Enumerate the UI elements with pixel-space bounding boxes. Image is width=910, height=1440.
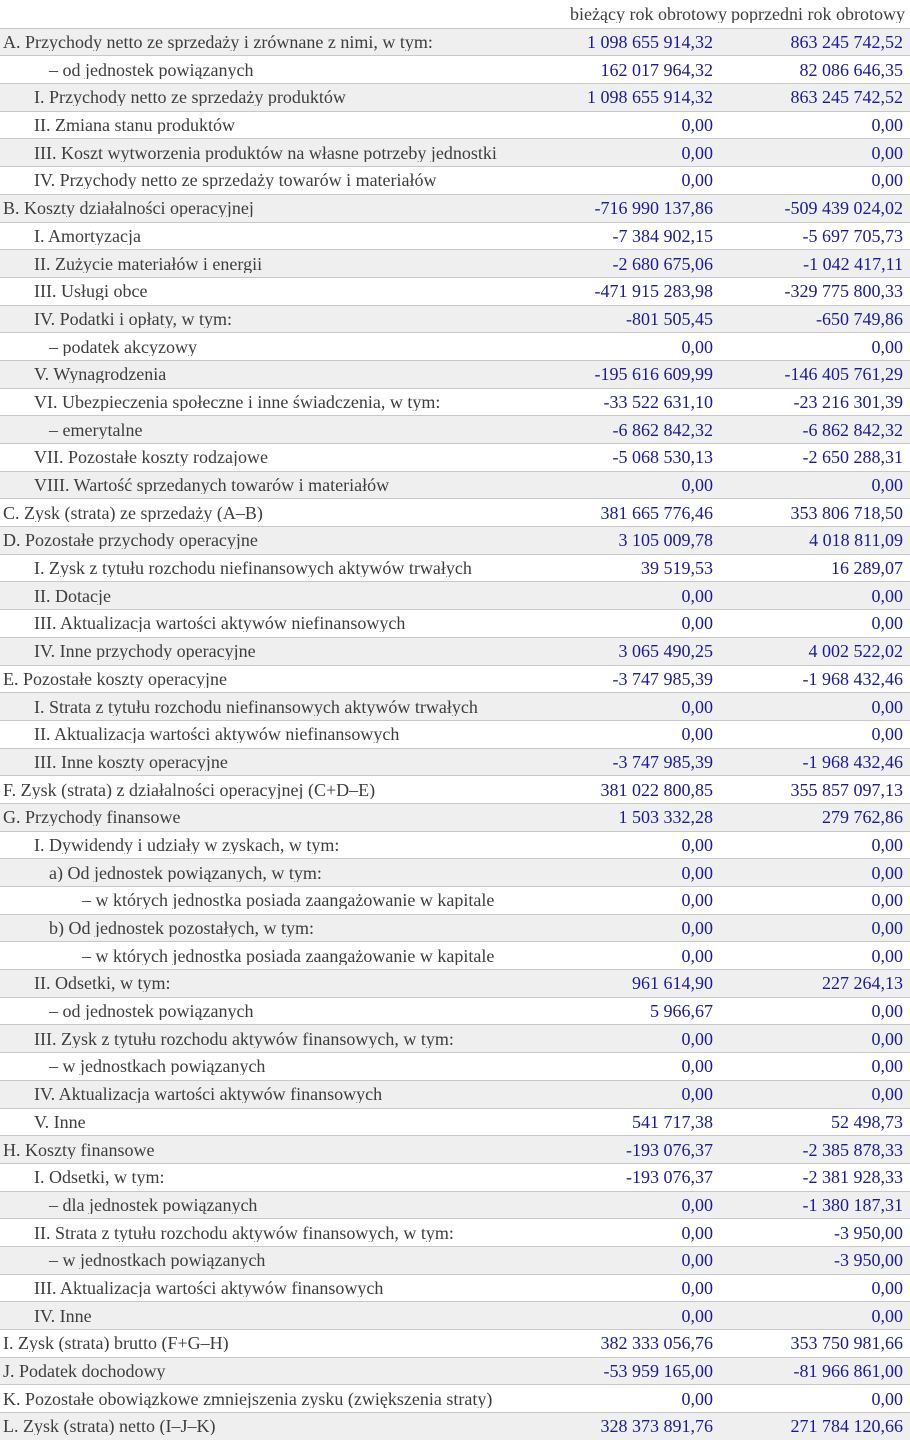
value-previous-year: 0,00 bbox=[871, 725, 903, 744]
value-previous-year: 863 245 742,52 bbox=[790, 88, 903, 107]
value-current-year: 0,00 bbox=[681, 725, 713, 744]
row-label: I. Strata z tytułu rozchodu niefinansowych aktywów trwałych bbox=[34, 697, 478, 716]
value-previous-year: 0,00 bbox=[871, 476, 903, 495]
row-label: VII. Pozostałe koszty rodzajowe bbox=[34, 448, 268, 467]
value-current-year: -3 747 985,39 bbox=[612, 669, 713, 688]
row-label: – w jednostkach powiązanych bbox=[49, 1251, 266, 1270]
row-label: E. Pozostałe koszty operacyjne bbox=[3, 669, 227, 688]
row-label: V. Inne bbox=[34, 1112, 86, 1131]
row-label: – w których jednostka posiada zaangażowanie w kapitale bbox=[82, 946, 495, 965]
table-row bbox=[0, 665, 910, 693]
value-previous-year: -650 749,86 bbox=[816, 309, 903, 328]
value-current-year: 382 333 056,76 bbox=[600, 1334, 713, 1353]
column-header-current-year: bieżący rok obrotowy bbox=[570, 4, 727, 23]
value-current-year: -3 747 985,39 bbox=[612, 752, 713, 771]
value-previous-year: -3 950,00 bbox=[834, 1251, 903, 1270]
table-row bbox=[0, 1218, 910, 1246]
row-label: II. Aktualizacja wartości aktywów niefinansowych bbox=[34, 725, 400, 744]
table-row bbox=[0, 831, 910, 859]
value-current-year: 0,00 bbox=[681, 1251, 713, 1270]
row-label: – podatek akcyzowy bbox=[49, 337, 197, 356]
row-label: III. Zysk z tytułu rozchodu aktywów finansowych, w tym: bbox=[34, 1029, 454, 1048]
table-row bbox=[0, 720, 910, 748]
value-previous-year: -2 650 288,31 bbox=[802, 448, 903, 467]
value-current-year: 3 105 009,78 bbox=[618, 531, 713, 550]
value-current-year: -193 076,37 bbox=[626, 1140, 713, 1159]
value-current-year: -195 616 609,99 bbox=[594, 365, 713, 384]
value-previous-year: 0,00 bbox=[871, 614, 903, 633]
table-row bbox=[0, 249, 910, 277]
row-label: H. Koszty finansowe bbox=[3, 1140, 155, 1159]
table-row bbox=[0, 1163, 910, 1191]
value-previous-year: -81 966 861,00 bbox=[793, 1362, 903, 1381]
row-label: II. Strata z tytułu rozchodu aktywów finansowych, w tym: bbox=[34, 1223, 454, 1242]
table-row bbox=[0, 194, 910, 222]
row-label: I. Dywidendy i udziały w zyskach, w tym: bbox=[34, 835, 340, 854]
value-current-year: 0,00 bbox=[681, 1057, 713, 1076]
value-current-year: 0,00 bbox=[681, 835, 713, 854]
value-previous-year: 52 498,73 bbox=[831, 1112, 903, 1131]
value-current-year: 0,00 bbox=[681, 171, 713, 190]
value-previous-year: -2 385 878,33 bbox=[802, 1140, 903, 1159]
value-previous-year: -1 968 432,46 bbox=[802, 669, 903, 688]
value-current-year: -2 680 675,06 bbox=[612, 254, 713, 273]
table-row bbox=[0, 1412, 910, 1440]
table-row bbox=[0, 1052, 910, 1080]
table-row bbox=[0, 1246, 910, 1274]
table-row bbox=[0, 941, 910, 969]
value-previous-year: 16 289,07 bbox=[831, 559, 903, 578]
row-label: a) Od jednostek powiązanych, w tym: bbox=[49, 863, 322, 882]
value-previous-year: -2 381 928,33 bbox=[802, 1168, 903, 1187]
table-row bbox=[0, 1108, 910, 1136]
row-label: III. Aktualizacja wartości aktywów finansowych bbox=[34, 1278, 384, 1297]
row-label: I. Przychody netto ze sprzedaży produktów bbox=[34, 88, 346, 107]
value-current-year: 162 017 964,32 bbox=[600, 60, 713, 79]
value-current-year: 5 966,67 bbox=[650, 1002, 713, 1021]
value-previous-year: 0,00 bbox=[871, 1306, 903, 1325]
row-label: – w jednostkach powiązanych bbox=[49, 1057, 266, 1076]
value-current-year: -801 505,45 bbox=[626, 309, 713, 328]
value-previous-year: -329 775 800,33 bbox=[784, 282, 903, 301]
value-previous-year: -146 405 761,29 bbox=[784, 365, 903, 384]
row-label: I. Zysk (strata) brutto (F+G–H) bbox=[3, 1334, 229, 1353]
table-row bbox=[0, 1191, 910, 1219]
value-current-year: 0,00 bbox=[681, 1029, 713, 1048]
table-row bbox=[0, 803, 910, 831]
value-previous-year: 0,00 bbox=[871, 946, 903, 965]
table-row bbox=[0, 775, 910, 803]
value-previous-year: 0,00 bbox=[871, 143, 903, 162]
table-row bbox=[0, 1301, 910, 1329]
row-label: D. Pozostałe przychody operacyjne bbox=[3, 531, 258, 550]
row-label: IV. Aktualizacja wartości aktywów finansowych bbox=[34, 1085, 383, 1104]
value-current-year: 0,00 bbox=[681, 143, 713, 162]
row-label: – emerytalne bbox=[49, 420, 143, 439]
value-previous-year: 227 264,13 bbox=[822, 974, 903, 993]
table-row bbox=[0, 886, 910, 914]
row-label: III. Inne koszty operacyjne bbox=[34, 752, 228, 771]
value-current-year: 0,00 bbox=[681, 1278, 713, 1297]
value-previous-year: -5 697 705,73 bbox=[802, 226, 903, 245]
value-current-year: 328 373 891,76 bbox=[600, 1417, 713, 1436]
value-current-year: 39 519,53 bbox=[641, 559, 713, 578]
value-previous-year: 0,00 bbox=[871, 1085, 903, 1104]
value-previous-year: -3 950,00 bbox=[834, 1223, 903, 1242]
value-current-year: 961 614,90 bbox=[632, 974, 713, 993]
value-current-year: -193 076,37 bbox=[626, 1168, 713, 1187]
table-row bbox=[0, 1357, 910, 1385]
value-previous-year: 353 806 718,50 bbox=[790, 503, 903, 522]
row-label: III. Koszt wytworzenia produktów na własne potrzeby jednostki bbox=[34, 143, 497, 162]
table-row bbox=[0, 997, 910, 1025]
table-row bbox=[0, 609, 910, 637]
value-current-year: 0,00 bbox=[681, 891, 713, 910]
value-current-year: 0,00 bbox=[681, 1306, 713, 1325]
value-previous-year: -509 439 024,02 bbox=[784, 199, 903, 218]
table-row bbox=[0, 166, 910, 194]
value-current-year: -6 862 842,32 bbox=[612, 420, 713, 439]
value-current-year: 0,00 bbox=[681, 697, 713, 716]
value-current-year: 541 717,38 bbox=[632, 1112, 713, 1131]
row-label: IV. Przychody netto ze sprzedaży towarów i materiałów bbox=[34, 171, 437, 190]
row-label: IV. Inne bbox=[34, 1306, 92, 1325]
value-current-year: 381 022 800,85 bbox=[600, 780, 713, 799]
value-previous-year: 0,00 bbox=[871, 116, 903, 135]
value-current-year: 1 098 655 914,32 bbox=[587, 33, 713, 52]
table-row bbox=[0, 581, 910, 609]
table-row bbox=[0, 692, 910, 720]
value-current-year: 0,00 bbox=[681, 919, 713, 938]
table-row bbox=[0, 858, 910, 886]
value-previous-year: 271 784 120,66 bbox=[790, 1417, 903, 1436]
row-label: III. Aktualizacja wartości aktywów niefinansowych bbox=[34, 614, 406, 633]
table-row bbox=[0, 748, 910, 776]
value-previous-year: -6 862 842,32 bbox=[802, 420, 903, 439]
value-current-year: 0,00 bbox=[681, 863, 713, 882]
table-row bbox=[0, 1135, 910, 1163]
value-current-year: 1 503 332,28 bbox=[618, 808, 713, 827]
table-row bbox=[0, 138, 910, 166]
value-previous-year: 4 002 522,02 bbox=[808, 642, 903, 661]
row-label: VI. Ubezpieczenia społeczne i inne świadczenia, w tym: bbox=[34, 392, 441, 411]
table-row bbox=[0, 969, 910, 997]
row-label: – dla jednostek powiązanych bbox=[49, 1195, 258, 1214]
row-label: J. Podatek dochodowy bbox=[3, 1362, 166, 1381]
row-label: I. Zysk z tytułu rozchodu niefinansowych aktywów trwałych bbox=[34, 559, 472, 578]
value-previous-year: 0,00 bbox=[871, 835, 903, 854]
table-row bbox=[0, 305, 910, 333]
table-row bbox=[0, 222, 910, 250]
value-previous-year: 0,00 bbox=[871, 337, 903, 356]
value-current-year: -7 384 902,15 bbox=[612, 226, 713, 245]
row-label: G. Przychody finansowe bbox=[3, 808, 181, 827]
value-current-year: 381 665 776,46 bbox=[600, 503, 713, 522]
value-current-year: -716 990 137,86 bbox=[594, 199, 713, 218]
table-row bbox=[0, 360, 910, 388]
value-current-year: 0,00 bbox=[681, 614, 713, 633]
value-previous-year: 0,00 bbox=[871, 1029, 903, 1048]
value-current-year: 0,00 bbox=[681, 1223, 713, 1242]
value-previous-year: -1 042 417,11 bbox=[803, 254, 903, 273]
value-previous-year: 863 245 742,52 bbox=[790, 33, 903, 52]
row-label: L. Zysk (strata) netto (I–J–K) bbox=[3, 1417, 216, 1436]
row-label: F. Zysk (strata) z działalności operacyjnej (C+D–E) bbox=[3, 780, 376, 799]
row-label: – od jednostek powiązanych bbox=[49, 60, 254, 79]
table-row bbox=[0, 498, 910, 526]
value-previous-year: 4 018 811,09 bbox=[809, 531, 903, 550]
row-label: – w których jednostka posiada zaangażowanie w kapitale bbox=[82, 891, 495, 910]
row-label: II. Zużycie materiałów i energii bbox=[34, 254, 263, 273]
table-row bbox=[0, 554, 910, 582]
value-current-year: 0,00 bbox=[681, 586, 713, 605]
table-row bbox=[0, 914, 910, 942]
row-label: IV. Podatki i opłaty, w tym: bbox=[34, 309, 232, 328]
column-header-previous-year: poprzedni rok obrotowy bbox=[731, 4, 905, 23]
table-header-row bbox=[0, 0, 910, 28]
table-row bbox=[0, 277, 910, 305]
row-label: b) Od jednostek pozostałych, w tym: bbox=[49, 919, 314, 938]
row-label: – od jednostek powiązanych bbox=[49, 1002, 254, 1021]
table-row bbox=[0, 1274, 910, 1302]
value-previous-year: 0,00 bbox=[871, 919, 903, 938]
row-label: VIII. Wartość sprzedanych towarów i materiałów bbox=[34, 476, 390, 495]
table-row bbox=[0, 332, 910, 360]
table-row bbox=[0, 526, 910, 554]
value-previous-year: -1 968 432,46 bbox=[802, 752, 903, 771]
value-current-year: 0,00 bbox=[681, 337, 713, 356]
row-label: II. Dotacje bbox=[34, 586, 111, 605]
table-row bbox=[0, 388, 910, 416]
value-current-year: 0,00 bbox=[681, 1085, 713, 1104]
value-current-year: 3 065 490,25 bbox=[618, 642, 713, 661]
value-current-year: 0,00 bbox=[681, 1195, 713, 1214]
value-previous-year: 0,00 bbox=[871, 891, 903, 910]
value-previous-year: 0,00 bbox=[871, 1002, 903, 1021]
value-previous-year: 82 086 646,35 bbox=[799, 60, 903, 79]
value-current-year: -471 915 283,98 bbox=[594, 282, 713, 301]
value-previous-year: 0,00 bbox=[871, 1057, 903, 1076]
table-row bbox=[0, 471, 910, 499]
table-row bbox=[0, 83, 910, 111]
value-previous-year: 353 750 981,66 bbox=[790, 1334, 903, 1353]
table-row bbox=[0, 1329, 910, 1357]
value-current-year: -53 959 165,00 bbox=[603, 1362, 713, 1381]
row-label: C. Zysk (strata) ze sprzedaży (A–B) bbox=[3, 503, 263, 522]
row-label: K. Pozostałe obowiązkowe zmniejszenia zysku (zwiększenia straty) bbox=[3, 1389, 493, 1408]
value-previous-year: 0,00 bbox=[871, 171, 903, 190]
value-current-year: 0,00 bbox=[681, 116, 713, 135]
table-row bbox=[0, 1024, 910, 1052]
table-row bbox=[0, 55, 910, 83]
row-label: V. Wynagrodzenia bbox=[34, 365, 167, 384]
table-row bbox=[0, 637, 910, 665]
value-current-year: 0,00 bbox=[681, 946, 713, 965]
value-previous-year: 0,00 bbox=[871, 586, 903, 605]
row-label: II. Zmiana stanu produktów bbox=[34, 116, 235, 135]
table-row bbox=[0, 111, 910, 139]
table-row bbox=[0, 443, 910, 471]
table-row bbox=[0, 28, 910, 56]
value-previous-year: 0,00 bbox=[871, 863, 903, 882]
row-label: III. Usługi obce bbox=[34, 282, 148, 301]
value-current-year: 0,00 bbox=[681, 476, 713, 495]
value-previous-year: 279 762,86 bbox=[822, 808, 903, 827]
value-previous-year: 0,00 bbox=[871, 1278, 903, 1297]
row-label: A. Przychody netto ze sprzedaży i zrównane z nimi, w tym: bbox=[3, 33, 433, 52]
value-previous-year: 0,00 bbox=[871, 1389, 903, 1408]
value-previous-year: -23 216 301,39 bbox=[793, 392, 903, 411]
row-label: II. Odsetki, w tym: bbox=[34, 974, 171, 993]
value-previous-year: -1 380 187,31 bbox=[802, 1195, 903, 1214]
value-current-year: 1 098 655 914,32 bbox=[587, 88, 713, 107]
table-row bbox=[0, 1080, 910, 1108]
row-label: B. Koszty działalności operacyjnej bbox=[3, 199, 254, 218]
value-previous-year: 0,00 bbox=[871, 697, 903, 716]
row-label: I. Amortyzacja bbox=[34, 226, 141, 245]
row-label: I. Odsetki, w tym: bbox=[34, 1168, 165, 1187]
value-previous-year: 355 857 097,13 bbox=[790, 780, 903, 799]
value-current-year: -5 068 530,13 bbox=[612, 448, 713, 467]
value-current-year: 0,00 bbox=[681, 1389, 713, 1408]
table-row bbox=[0, 415, 910, 443]
table-row bbox=[0, 1384, 910, 1412]
value-current-year: -33 522 631,10 bbox=[603, 392, 713, 411]
row-label: IV. Inne przychody operacyjne bbox=[34, 642, 256, 661]
